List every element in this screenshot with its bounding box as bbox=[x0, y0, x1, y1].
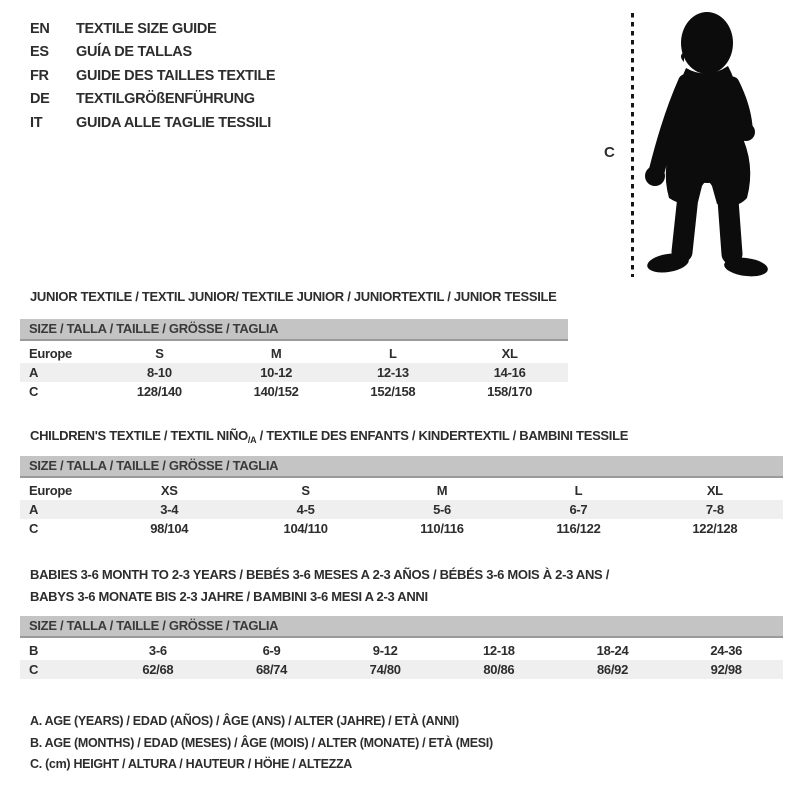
table-cell: 158/170 bbox=[487, 384, 533, 399]
language-title: GUIDE DES TAILLES TEXTILE bbox=[76, 67, 276, 84]
table-cell: 3-6 bbox=[148, 643, 167, 658]
children-title-post: / TEXTILE DES ENFANTS / KINDERTEXTIL / BAMBINI TESSILE bbox=[256, 428, 629, 443]
table-cell: 10-12 bbox=[260, 365, 292, 380]
row-label: C bbox=[29, 662, 39, 677]
table-cell: 3-4 bbox=[160, 502, 179, 517]
language-row bbox=[30, 41, 275, 65]
table-row bbox=[20, 660, 783, 679]
table-cell: 122/128 bbox=[692, 521, 738, 536]
babies-section-title bbox=[30, 564, 609, 608]
table-row bbox=[20, 519, 783, 538]
language-row bbox=[30, 88, 275, 112]
table-cell: 86/92 bbox=[597, 662, 629, 677]
size-column-header: S bbox=[155, 346, 164, 361]
row-label: B bbox=[29, 643, 39, 658]
table-row bbox=[20, 641, 783, 660]
table-cell: 152/158 bbox=[370, 384, 416, 399]
children-title-sub: /A bbox=[247, 435, 257, 445]
table-cell: 92/98 bbox=[710, 662, 742, 677]
note-height-cm: C. (cm) HEIGHT / ALTURA / HAUTEUR / HÖHE / ALTEZZA bbox=[30, 757, 353, 771]
note-age-months: B. AGE (MONTHS) / EDAD (MESES) / ÂGE (MOIS) / ALTER (MONATE) / ETÀ (MESI) bbox=[30, 735, 493, 750]
language-code: DE bbox=[30, 91, 50, 108]
language-code: ES bbox=[30, 44, 49, 61]
table-cell: 62/68 bbox=[142, 662, 174, 677]
row-label: C bbox=[29, 521, 39, 536]
table-cell: 116/122 bbox=[556, 521, 601, 536]
table-row bbox=[20, 382, 568, 401]
table-cell: 8-10 bbox=[146, 365, 172, 380]
table-row bbox=[20, 500, 783, 519]
table-cell: 18-24 bbox=[596, 643, 629, 658]
table-cell: 128/140 bbox=[136, 384, 182, 399]
junior-size-table bbox=[20, 319, 568, 401]
legend-notes bbox=[30, 711, 493, 776]
height-measure-label: C bbox=[604, 144, 615, 161]
table-header-row bbox=[20, 344, 568, 363]
row-label: C bbox=[29, 384, 39, 399]
region-column-label: Europe bbox=[29, 346, 72, 361]
size-column-header: M bbox=[270, 346, 282, 361]
children-section-title bbox=[30, 428, 628, 445]
table-cell: 9-12 bbox=[372, 643, 398, 658]
table-header-row bbox=[20, 481, 783, 500]
size-header-bar: SIZE / TALLA / TAILLE / GRÖSSE / TAGLIA bbox=[20, 319, 568, 341]
height-measure-dashed-line bbox=[631, 13, 634, 277]
table-cell: 110/116 bbox=[420, 521, 464, 536]
table-cell: 6-9 bbox=[262, 643, 281, 658]
language-title: TEXTILGRÖßENFÜHRUNG bbox=[76, 91, 255, 108]
children-title-pre: CHILDREN'S TEXTILE / TEXTIL NIÑO bbox=[30, 428, 248, 443]
size-column-header: M bbox=[436, 483, 448, 498]
language-title: GUÍA DE TALLAS bbox=[76, 44, 192, 61]
language-row bbox=[30, 17, 275, 41]
junior-section-title: JUNIOR TEXTILE / TEXTIL JUNIOR/ TEXTILE JUNIOR / JUNIORTEXTIL / JUNIOR TESSILE bbox=[30, 289, 557, 304]
table-cell: 80/86 bbox=[483, 662, 515, 677]
table-cell: 74/80 bbox=[369, 662, 401, 677]
region-column-label: Europe bbox=[29, 483, 72, 498]
language-title-list bbox=[30, 17, 275, 135]
babies-title-line1: BABIES 3-6 MONTH TO 2-3 YEARS / BEBÉS 3-6 MESES A 2-3 AÑOS / BÉBÉS 3-6 MOIS À 2-3 ANS / bbox=[30, 567, 610, 582]
babies-size-table bbox=[20, 616, 783, 679]
row-label: A bbox=[29, 365, 39, 380]
size-header-bar: SIZE / TALLA / TAILLE / GRÖSSE / TAGLIA bbox=[20, 616, 783, 638]
table-cell: 24-36 bbox=[710, 643, 743, 658]
note-age-years: A. AGE (YEARS) / EDAD (AÑOS) / ÂGE (ANS) / ALTER (JAHRE) / ETÀ (ANNI) bbox=[30, 714, 459, 728]
language-code: EN bbox=[30, 20, 50, 37]
table-row bbox=[20, 363, 568, 382]
size-column-header: XS bbox=[160, 483, 178, 498]
size-column-header: L bbox=[389, 346, 397, 361]
size-column-header: L bbox=[574, 483, 583, 498]
table-cell: 98/104 bbox=[150, 521, 189, 536]
table-cell: 104/110 bbox=[283, 521, 328, 536]
language-code: FR bbox=[30, 67, 49, 84]
children-size-table bbox=[20, 456, 783, 538]
table-cell: 6-7 bbox=[569, 502, 588, 517]
language-row bbox=[30, 64, 275, 88]
size-column-header: XL bbox=[501, 346, 518, 361]
language-title: TEXTILE SIZE GUIDE bbox=[76, 20, 217, 37]
table-cell: 14-16 bbox=[493, 365, 526, 380]
size-header-bar: SIZE / TALLA / TAILLE / GRÖSSE / TAGLIA bbox=[20, 456, 783, 478]
table-cell: 68/74 bbox=[255, 662, 288, 677]
size-column-header: S bbox=[301, 483, 310, 498]
table-cell: 5-6 bbox=[433, 502, 451, 517]
babies-title-line2: BABYS 3-6 MONATE BIS 2-3 JAHRE / BAMBINI 3-6 MESI A 2-3 ANNI bbox=[30, 589, 428, 604]
toddler-silhouette-icon bbox=[640, 6, 776, 278]
table-cell: 140/152 bbox=[253, 384, 299, 399]
table-cell: 4-5 bbox=[296, 502, 315, 517]
row-label: A bbox=[29, 502, 39, 517]
table-cell: 12-13 bbox=[377, 365, 409, 380]
language-code: IT bbox=[30, 114, 43, 131]
language-row bbox=[30, 111, 275, 135]
table-cell: 12-18 bbox=[482, 643, 515, 658]
language-title: GUIDA ALLE TAGLIE TESSILI bbox=[76, 114, 271, 131]
size-column-header: XL bbox=[706, 483, 723, 498]
table-cell: 7-8 bbox=[705, 502, 724, 517]
